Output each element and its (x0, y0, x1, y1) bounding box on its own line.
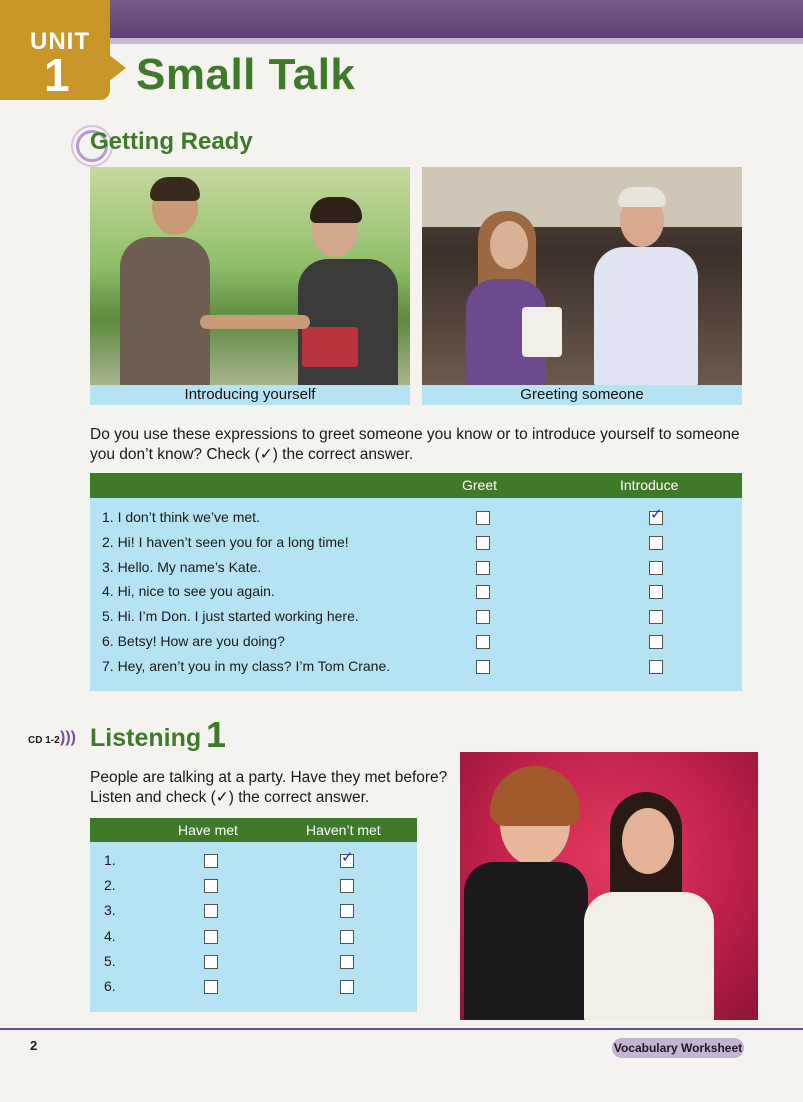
column-header-have-met: Have met (178, 822, 238, 838)
table-header (90, 818, 417, 842)
answer-checkbox[interactable] (476, 660, 490, 674)
footer-divider (0, 1028, 803, 1030)
top-header-band-accent (110, 38, 803, 44)
answer-checkbox[interactable] (476, 536, 490, 550)
table-row-number: 5. (104, 952, 116, 969)
answer-checkbox[interactable] (340, 849, 354, 868)
unit-badge-arrow (108, 54, 126, 82)
check-mark-icon: ✓ (341, 849, 354, 866)
table-row-text: 5. Hi. I’m Don. I just started working here. (102, 608, 359, 625)
answer-checkbox[interactable] (340, 930, 354, 944)
table-header (90, 473, 742, 498)
table-row-text: 1. I don’t think we’ve met. (102, 509, 260, 525)
column-header-introduce: Introduce (620, 477, 679, 493)
answer-checkbox[interactable] (649, 660, 663, 674)
table-row-number: 4. (104, 927, 116, 944)
photo-introducing-yourself (90, 167, 410, 385)
photo-party (460, 752, 758, 1020)
column-header-havent-met: Haven’t met (306, 822, 381, 838)
answer-checkbox[interactable] (204, 955, 218, 969)
answer-checkbox[interactable] (204, 904, 218, 918)
answer-checkbox[interactable] (476, 585, 490, 599)
answer-checkbox[interactable] (649, 585, 663, 599)
unit-number: 1 (44, 49, 70, 101)
photo-caption: Greeting someone (422, 385, 742, 405)
instruction-text: People are talking at a party. Have they met before? Listen and check (✓) the correct answer. (90, 769, 448, 806)
section-title-getting-ready: Getting Ready (90, 128, 253, 155)
answer-checkbox[interactable] (204, 854, 218, 868)
instruction-text: Do you use these expressions to greet someone you know or to introduce yourself to someone you don’t know? Check (✓) the correct answer. (90, 426, 740, 463)
page-number: 2 (30, 1038, 38, 1053)
section-number: 1 (206, 714, 227, 755)
table-row-number: 1. (104, 852, 116, 868)
answer-checkbox[interactable] (476, 561, 490, 575)
column-header-greet: Greet (462, 477, 498, 493)
photo-caption: Introducing yourself (90, 385, 410, 405)
photo-greeting-someone (422, 167, 742, 385)
answer-checkbox[interactable] (649, 635, 663, 649)
table-row-number: 2. (104, 877, 116, 894)
audio-waves-icon: ))) (60, 729, 76, 746)
unit-label: UNIT (30, 28, 90, 55)
expressions-table (90, 473, 742, 691)
answer-checkbox[interactable] (340, 879, 354, 893)
check-mark-icon: ✓ (650, 506, 663, 523)
table-row-text: 4. Hi, nice to see you again. (102, 583, 275, 600)
answer-checkbox[interactable] (649, 536, 663, 550)
answer-checkbox[interactable] (476, 610, 490, 624)
answer-checkbox[interactable] (476, 511, 490, 525)
table-row-text: 7. Hey, aren’t you in my class? I’m Tom Crane. (102, 657, 391, 674)
listening-table (90, 818, 417, 1012)
answer-checkbox[interactable] (340, 904, 354, 918)
vocabulary-worksheet-tab[interactable]: Vocabulary Worksheet (612, 1038, 744, 1058)
top-header-band (110, 0, 803, 38)
answer-checkbox[interactable] (204, 980, 218, 994)
answer-checkbox[interactable] (204, 930, 218, 944)
answer-checkbox[interactable] (340, 980, 354, 994)
section-title-listening: Listening (90, 724, 202, 752)
answer-checkbox[interactable] (649, 561, 663, 575)
answer-checkbox[interactable] (204, 879, 218, 893)
table-row-text: 2. Hi! I haven’t seen you for a long time! (102, 533, 349, 550)
answer-checkbox[interactable] (340, 955, 354, 969)
unit-title: Small Talk (136, 50, 356, 99)
answer-checkbox[interactable] (476, 635, 490, 649)
table-row-text: 6. Betsy! How are you doing? (102, 633, 285, 649)
table-row-number: 3. (104, 902, 116, 919)
table-row-number: 6. (104, 978, 116, 994)
answer-checkbox[interactable] (649, 610, 663, 624)
answer-checkbox[interactable] (649, 506, 663, 525)
cd-track-label: CD 1-2 (28, 735, 60, 746)
table-row-text: 3. Hello. My name’s Kate. (102, 558, 262, 575)
